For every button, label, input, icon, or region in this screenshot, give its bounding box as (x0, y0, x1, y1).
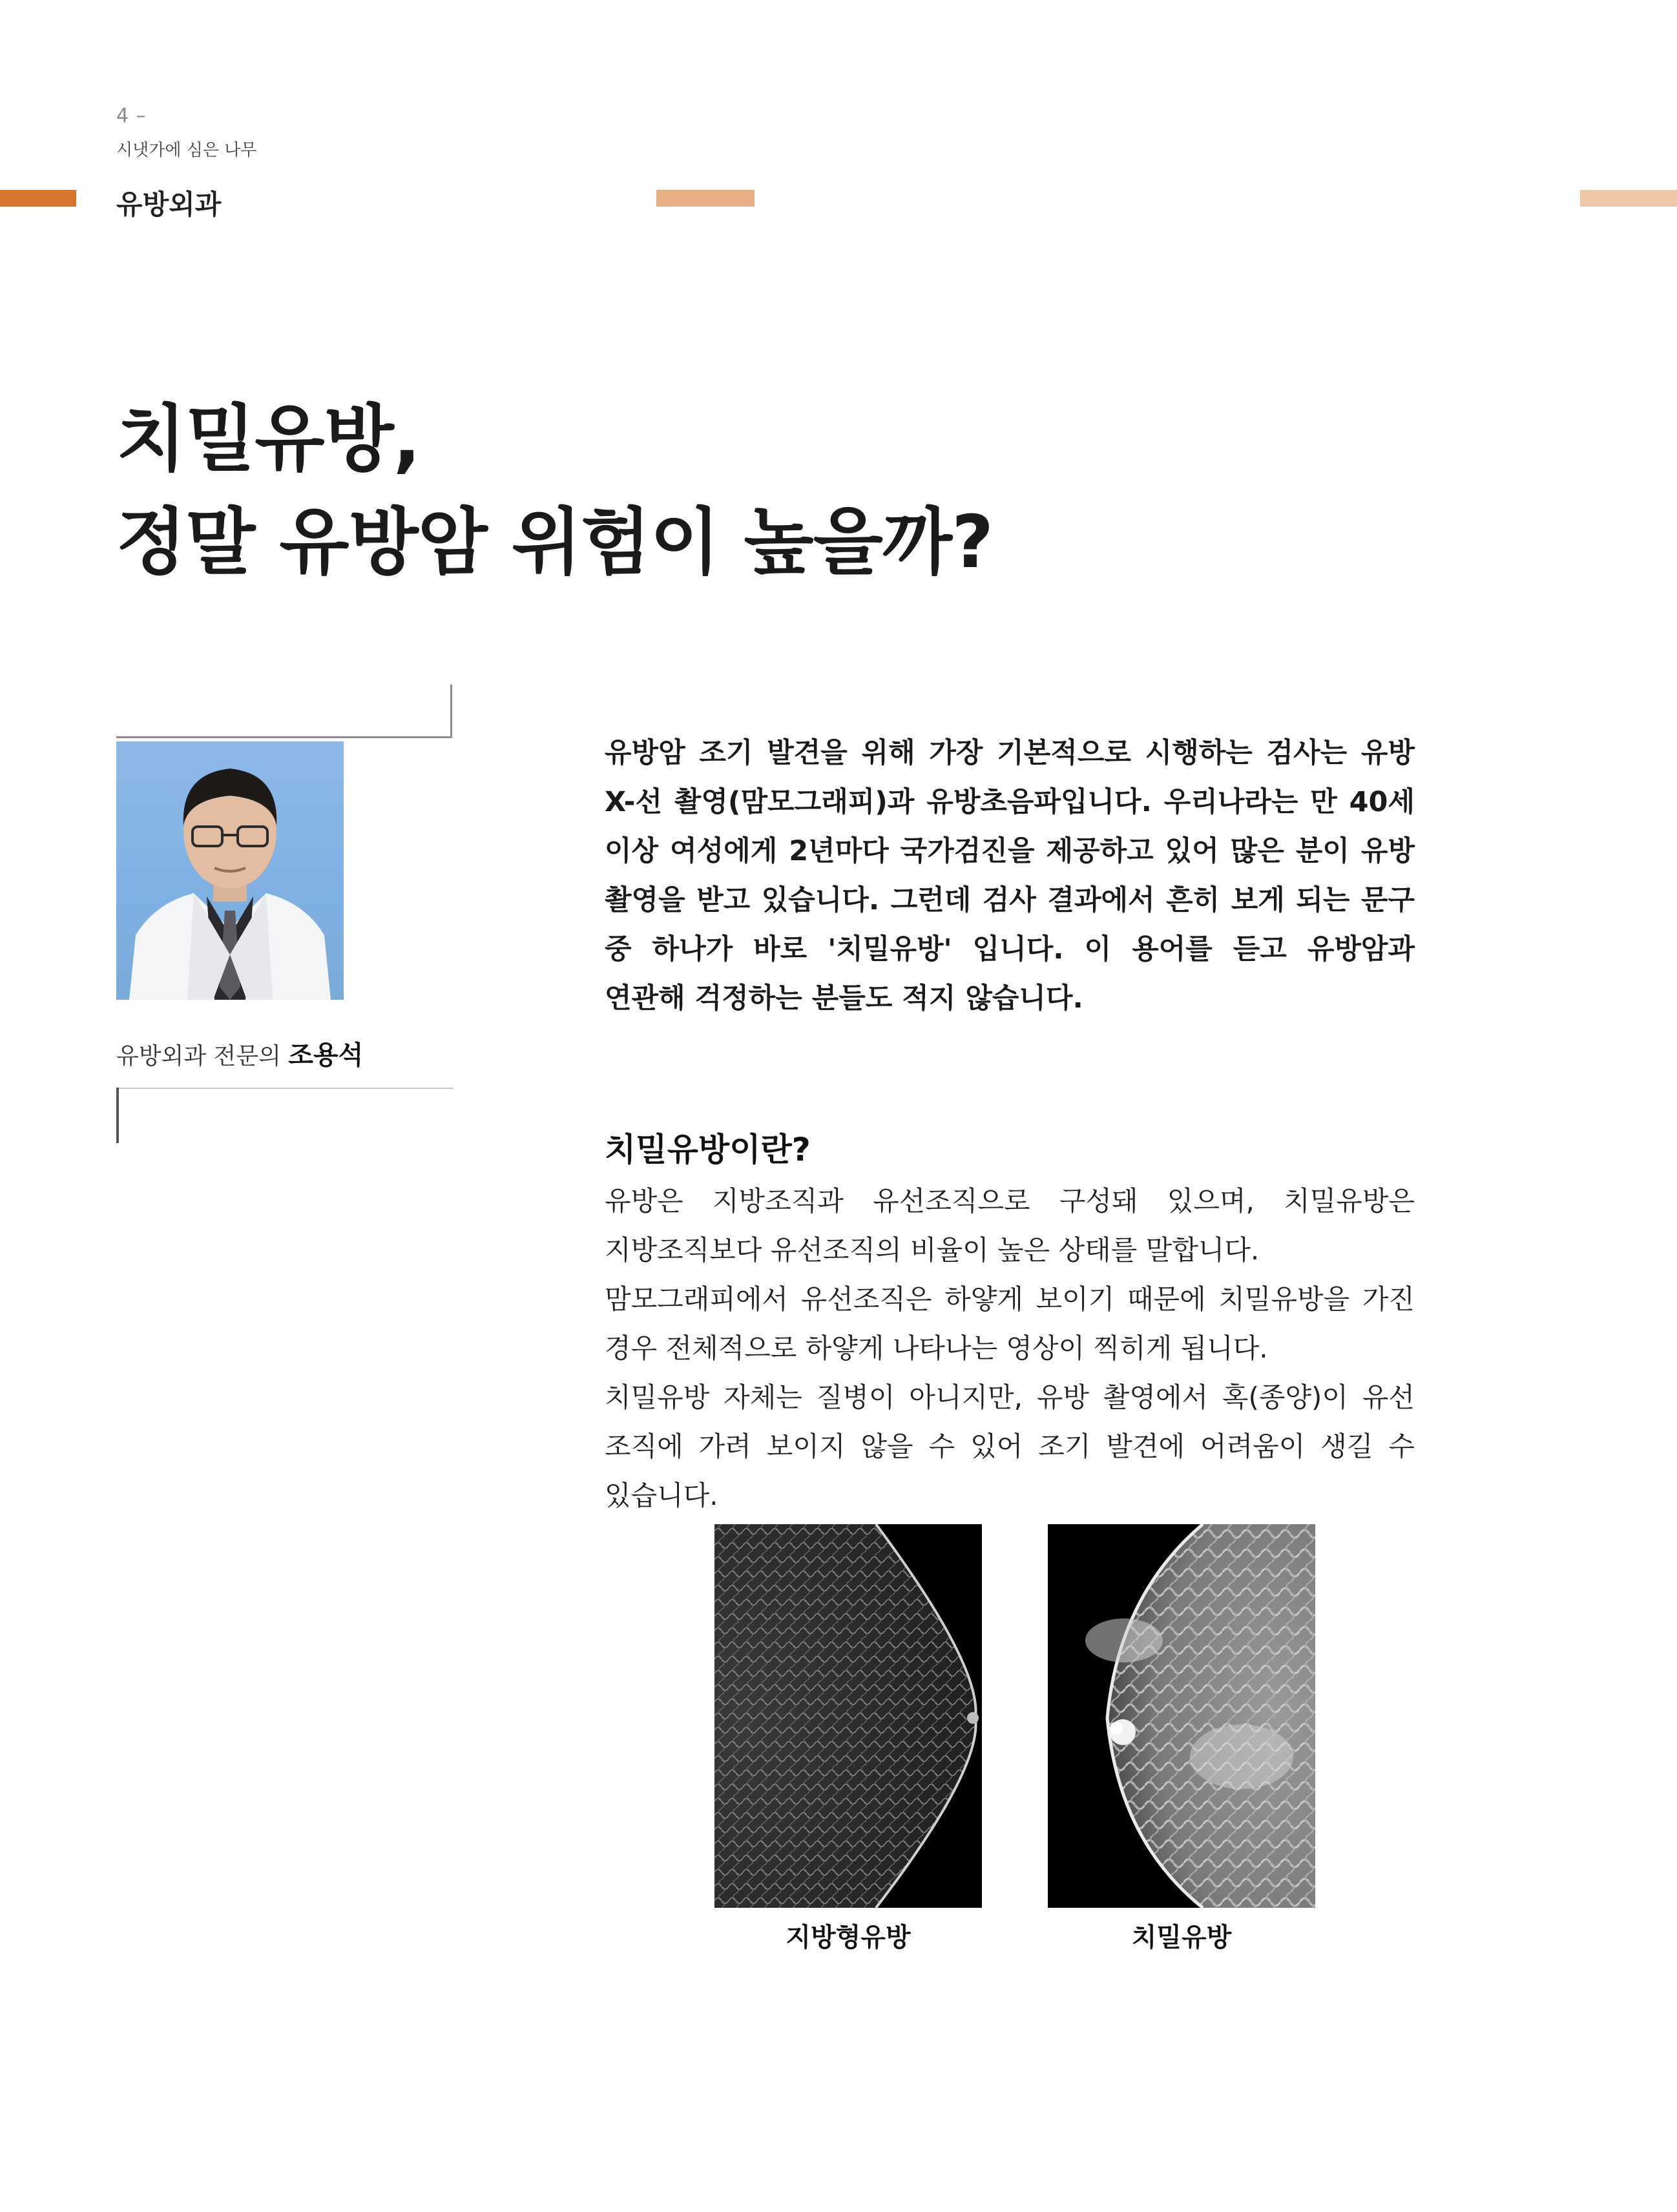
mammogram-image-icon (714, 1524, 982, 1908)
body-paragraph: 맘모그래피에서 유선조직은 하얗게 보이기 때문에 치밀유방을 가진 경우 전체적으로 하얗게 나타나는 영상이 찍히게 됩니다. (605, 1283, 1415, 1364)
doctor-portrait-icon (116, 741, 344, 1000)
fatty-breast-mammogram (714, 1524, 982, 1908)
section-label: 유방외과 (116, 189, 222, 220)
frame-line (116, 1088, 453, 1089)
body-paragraph: 유방은 지방조직과 유선조직으로 구성돼 있으며, 치밀유방은 지방조직보다 유선조직의 비율이 높은 상태를 말합니다. (605, 1185, 1415, 1266)
page-number: 4 – (116, 105, 147, 127)
dense-breast-caption: 치밀유방 (1131, 1923, 1232, 1952)
magazine-title: 시냇가에 심은 나무 (116, 141, 257, 160)
fatty-breast-caption: 지방형유방 (786, 1923, 911, 1952)
frame-line (116, 1088, 119, 1143)
frame-line (450, 685, 452, 738)
frame-line (116, 736, 452, 738)
mammogram-image-icon (1048, 1524, 1315, 1908)
intro-paragraph: 유방암 조기 발견을 위해 가장 기본적으로 시행하는 검사는 유방 X-선 촬영(맘모그래피)과 유방초음파입니다. 우리나라는 만 40세 이상 여성에게 2년마다 국가검진을 제공하고 있어 많은 분이 유방 촬영을 받고 있습니다. 그런데 검사 결과에서 흔히 보게 되는 문구 중 하나가 바로 '치밀유방' 입니다. 이 용어를 듣고 유방암과 연관해 걱정하는 분들도 적지 않습니다. (605, 737, 1415, 1015)
accent-bar-right (1580, 190, 1677, 207)
title-line-1: 치밀유방, (116, 397, 421, 481)
section-heading: 치밀유방이란? (605, 1131, 811, 1168)
section-body (605, 1177, 1415, 1520)
author-name: 조용석 (288, 1040, 364, 1070)
article-title (116, 388, 993, 594)
accent-bar-middle (656, 190, 755, 207)
dense-breast-mammogram (1048, 1524, 1315, 1908)
author-credit (116, 1035, 363, 1071)
body-paragraph: 치밀유방 자체는 질병이 아니지만, 유방 촬영에서 혹(종양)이 유선 조직에 가려 보이지 않을 수 있어 조기 발견에 어려움이 생길 수 있습니다. (605, 1381, 1415, 1511)
title-line-2: 정말 유방암 위험이 높을까? (116, 501, 994, 584)
accent-bar-left (0, 190, 76, 207)
author-photo (116, 741, 344, 1000)
author-role: 유방외과 전문의 (116, 1043, 281, 1070)
